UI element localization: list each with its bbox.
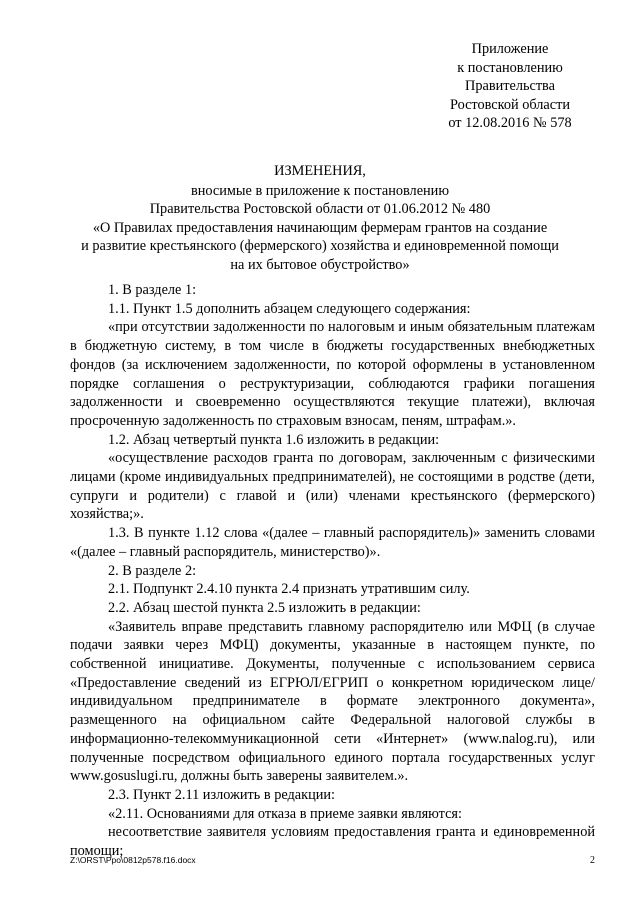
appendix-line: от 12.08.2016 № 578: [448, 115, 572, 132]
paragraph: 1.3. В пункте 1.12 слова «(далее – главный распорядитель)» заменить словами «(далее – главный распорядитель, министерство)».: [70, 525, 595, 560]
paragraph: «2.11. Основаниями для отказа в приеме заявки являются:: [108, 805, 462, 822]
appendix-line: к постановлению: [457, 59, 563, 76]
paragraph: «осуществление расходов гранта по договорам, заключенным с физическими лицами (кроме индивидуальных предпринимателей), не состоящими в родстве (дети, супруги и родители) с главой и (или) членами крестьянского (фермерского) хозяйства;».: [70, 450, 595, 523]
page-footer: [70, 855, 595, 867]
paragraph: 1.2. Абзац четвертый пункта 1.6 изложить в редакции:: [108, 431, 440, 448]
title-line: Правительства Ростовской области от 01.06.2012 № 480: [149, 201, 491, 218]
document-body: [70, 281, 595, 861]
paragraph: «Заявитель вправе представить главному распорядителю или МФЦ (в случае подачи заявки через МФЦ) документы, указанные в настоящем пункте, по собственной инициативе. Документы, полученные с использованием сервиса «Предоставление сведений из ЕГРЮЛ/ЕГРИП о конкретном юридическом лице/индивидуальном предпринимателе в формате электронного документа», размещенного на официальном сайте Федеральной налоговой службы в информационно-телекоммуникационной сети «Интернет» (www.nalog.ru), или полученные посредством официального единого портала государственных услуг www.gosuslugi.ru, должны быть заверены заявителем.».: [70, 618, 595, 785]
paragraph: несоответствие заявителя условиям предоставления гранта и единовременной помощи;: [70, 824, 595, 860]
appendix-line: Правительства: [465, 78, 555, 95]
appendix-line: Приложение: [471, 41, 549, 57]
paragraph: «при отсутствии задолженности по налоговым и иным обязательным платежам в бюджетную систему, в том числе в бюджеты государственных внебюджетных фондов (за исключением задолженности, по которой оформлены в установленном порядке соглашения о реструктуризации, соблюдаются графики погашения задолженности и своевременно осуществляются текущие платежи), включая просроченную задолженность по страховым взносам, пеням, штрафам.».: [70, 319, 595, 429]
file-path: Z:\ORST\Ppo\0812p578.f16.docx: [70, 855, 196, 865]
paragraph: 1.1. Пункт 1.5 дополнить абзацем следующего содержания:: [108, 300, 471, 317]
paragraph: 2.2. Абзац шестой пункта 2.5 изложить в редакции:: [108, 599, 421, 616]
title-line: «О Правилах предоставления начинающим фермерам грантов на создание: [92, 219, 548, 236]
appendix-line: Ростовской области: [449, 96, 571, 113]
title-line: на их бытовое обустройство»: [230, 256, 410, 273]
appendix-block: [400, 40, 620, 133]
paragraph: 2.1. Подпункт 2.4.10 пункта 2.4 признать утратившим силу.: [108, 581, 470, 598]
page-number: 2: [590, 855, 595, 866]
title-heading: ИЗМЕНЕНИЯ,: [274, 163, 366, 179]
paragraph: 2.3. Пункт 2.11 изложить в редакции:: [108, 786, 336, 803]
paragraph: 1. В разделе 1:: [108, 282, 197, 298]
document-title: [70, 162, 570, 275]
title-line: вносимые в приложение к постановлению: [190, 182, 450, 199]
paragraph: 2. В разделе 2:: [108, 562, 197, 579]
title-line: и развитие крестьянского (фермерского) хозяйства и единовременной помощи: [81, 238, 559, 255]
